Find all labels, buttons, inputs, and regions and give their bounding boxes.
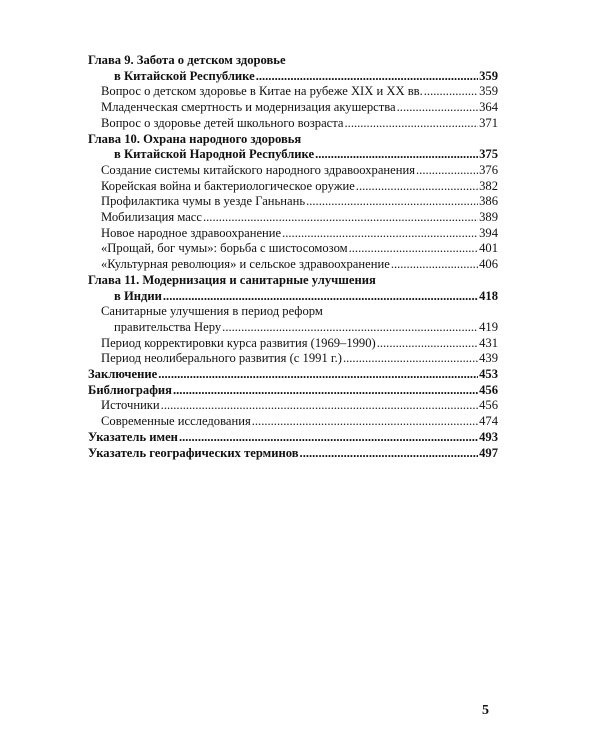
toc-entry[interactable] — [88, 69, 498, 85]
dot-leader — [300, 446, 479, 462]
toc-entry[interactable] — [88, 226, 498, 242]
toc-entry-page: 364 — [479, 100, 498, 115]
dot-leader — [256, 69, 478, 85]
dot-leader — [252, 414, 478, 430]
toc-entry-page: 419 — [479, 319, 498, 334]
toc-entry[interactable] — [88, 383, 498, 399]
toc-entry-page: 439 — [479, 351, 498, 366]
toc-entry-title: Вопрос о здоровье детей школьного возраста — [101, 115, 344, 130]
toc-entry[interactable] — [88, 100, 498, 116]
toc-entry-page: 359 — [479, 68, 498, 83]
toc-entry[interactable] — [88, 320, 498, 336]
toc-entry-title: Мобилизация масс — [101, 210, 202, 225]
toc-entry-page: 375 — [479, 147, 498, 162]
dot-leader — [343, 351, 478, 367]
toc-entry-page: 493 — [479, 429, 498, 444]
toc-entry-title: в Индии — [114, 288, 162, 303]
dot-leader — [356, 179, 478, 195]
toc-entry-title: Библиография — [88, 382, 172, 397]
toc-entry-title: Период неолиберального развития (с 1991 г.) — [101, 351, 342, 366]
toc-entry-page: 371 — [479, 115, 498, 130]
dot-leader — [315, 147, 478, 163]
toc-entry[interactable] — [88, 179, 498, 195]
dot-leader — [161, 398, 478, 414]
toc-entry-title: Корейская война и бактериологическое оружие — [101, 178, 355, 193]
dot-leader — [173, 383, 478, 399]
toc-entry[interactable] — [88, 84, 498, 100]
dot-leader — [349, 241, 478, 257]
toc-entry-title: Вопрос о детском здоровье в Китае на рубеже XIX и XX вв. — [101, 84, 423, 99]
toc-entry-title: Период корректировки курса развития (1969–1990) — [101, 335, 376, 350]
toc-entry-page: 386 — [479, 194, 498, 209]
dot-leader — [424, 84, 478, 100]
toc-entry-title: Новое народное здравоохранение — [101, 225, 282, 240]
dot-leader — [222, 320, 478, 336]
toc-entry-page: 456 — [479, 398, 498, 413]
toc-entry[interactable] — [88, 398, 498, 414]
dot-leader — [391, 257, 478, 273]
toc-entry-page: 453 — [479, 367, 498, 382]
toc-entry[interactable] — [88, 163, 498, 179]
toc-entry[interactable] — [88, 257, 498, 273]
toc-entry[interactable] — [88, 414, 498, 430]
toc-entry-title: Современные исследования — [101, 414, 251, 429]
toc-entry[interactable] — [88, 210, 498, 226]
toc-entry[interactable] — [88, 241, 498, 257]
dot-leader — [282, 226, 478, 242]
toc-entry[interactable] — [88, 430, 498, 446]
page-number: 5 — [482, 703, 489, 718]
toc-entry-page: 376 — [479, 162, 498, 177]
toc-entry-page: 406 — [479, 257, 498, 272]
dot-leader — [158, 367, 478, 383]
toc-entry-title: «Культурная революция» и сельское здравоохранение — [101, 257, 390, 272]
toc-entry-title: Источники — [101, 398, 160, 413]
toc-heading: Санитарные улучшения в период реформ — [101, 304, 323, 319]
dot-leader — [306, 194, 478, 210]
toc-entry-page: 389 — [479, 210, 498, 225]
toc-heading: Глава 11. Модернизация и санитарные улучшения — [88, 272, 376, 287]
toc-entry-page: 456 — [479, 382, 498, 397]
toc-entry-title: в Китайской Народной Республике — [114, 147, 315, 162]
toc-entry[interactable] — [88, 351, 498, 367]
dot-leader — [163, 289, 478, 305]
toc-entry-title: Заключение — [88, 367, 158, 382]
dot-leader — [345, 116, 479, 132]
dot-leader — [179, 430, 478, 446]
toc-entry-title: «Прощай, бог чумы»: борьба с шистосомозом — [101, 241, 348, 256]
toc-heading: Глава 9. Забота о детском здоровье — [88, 53, 286, 67]
toc-entry-page: 394 — [479, 225, 498, 240]
toc-entry[interactable] — [88, 446, 498, 462]
toc-entry-title: Указатель имен — [88, 429, 178, 444]
dot-leader — [377, 336, 478, 352]
toc-entry-page: 418 — [479, 288, 498, 303]
toc-entry-title: Создание системы китайского народного здравоохранения — [101, 162, 416, 177]
dot-leader — [397, 100, 478, 116]
toc-entry[interactable] — [88, 147, 498, 163]
toc-heading: Глава 10. Охрана народного здоровья — [88, 131, 302, 146]
dot-leader — [416, 163, 478, 179]
toc-entry-page: 474 — [479, 414, 498, 429]
toc-entry-page: 401 — [479, 241, 498, 256]
toc-entry-title: Указатель географических терминов — [88, 445, 299, 460]
toc-entry[interactable] — [88, 336, 498, 352]
toc-entry-page: 359 — [479, 84, 498, 99]
toc-entry[interactable] — [88, 367, 498, 383]
toc-entry-page: 497 — [479, 445, 498, 460]
toc-entry[interactable] — [88, 194, 498, 210]
toc-entry-title: Профилактика чумы в уезде Ганьнань — [101, 194, 306, 209]
dot-leader — [203, 210, 478, 226]
toc-entry-page: 382 — [479, 178, 498, 193]
toc-entry[interactable] — [88, 289, 498, 305]
toc-entry-title: в Китайской Республике — [114, 68, 255, 83]
toc-entry-page: 431 — [479, 335, 498, 350]
toc-entry-title: Младенческая смертность и модернизация акушерства — [101, 100, 396, 115]
toc-entry[interactable] — [88, 116, 498, 132]
toc-entry-title: правительства Неру — [114, 319, 222, 334]
table-of-contents — [88, 53, 498, 461]
